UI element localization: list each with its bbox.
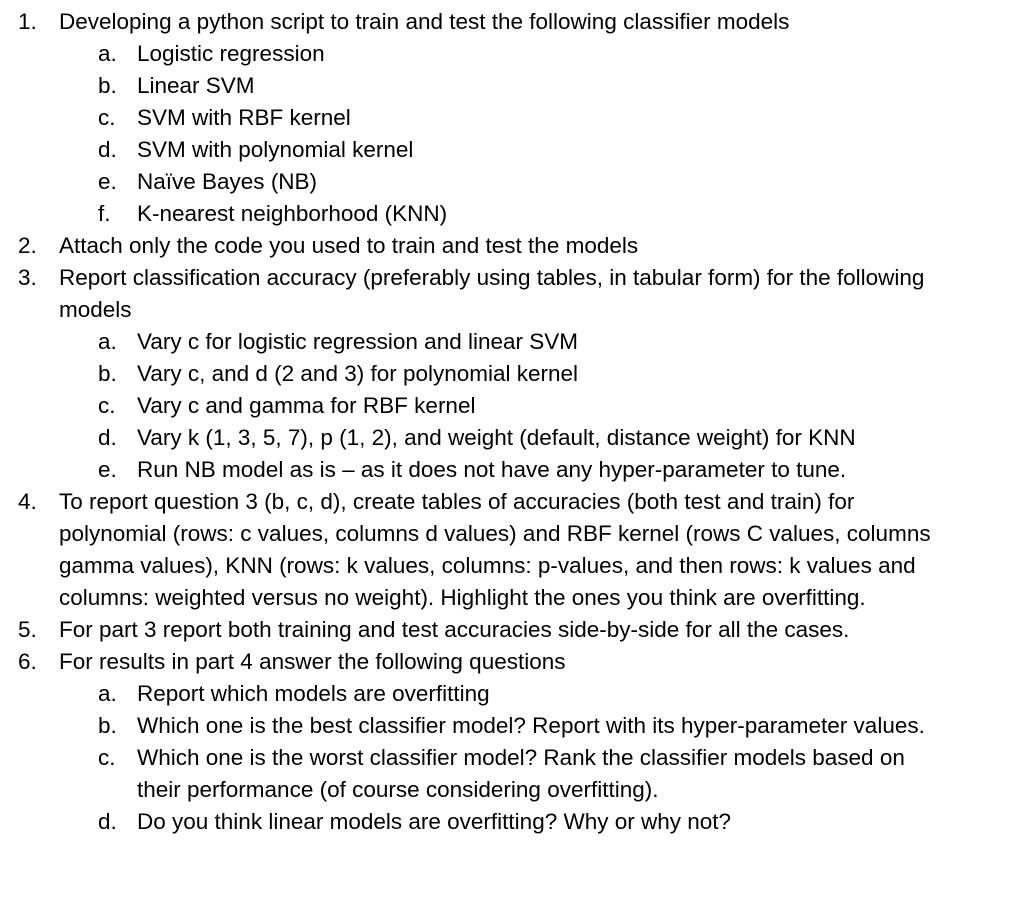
list-item-6 (0, 646, 1024, 678)
item-number: 1. (18, 9, 37, 34)
list-item-5 (0, 614, 1024, 646)
sub-item-marker: d. (98, 809, 117, 834)
list-item-4-continuation (0, 582, 1024, 614)
sub-item-text: SVM with polynomial kernel (137, 137, 414, 162)
sub-item-marker: b. (98, 713, 117, 738)
sub-item-6a (0, 678, 1024, 710)
list-item-4-continuation (0, 550, 1024, 582)
list-item-1 (0, 6, 1024, 38)
item-number: 5. (18, 617, 37, 642)
sub-item-6c-continuation (0, 774, 1024, 806)
sub-item-text: Vary c and gamma for RBF kernel (137, 393, 476, 418)
sub-item-3a (0, 326, 1024, 358)
item-text: For results in part 4 answer the following questions (59, 649, 566, 674)
sub-item-text: K-nearest neighborhood (KNN) (137, 201, 448, 226)
sub-item-3b (0, 358, 1024, 390)
item-text: models (59, 297, 132, 322)
list-item-4-continuation (0, 518, 1024, 550)
sub-item-3c (0, 390, 1024, 422)
sub-item-text: SVM with RBF kernel (137, 105, 351, 130)
sub-item-text: Run NB model as is – as it does not have any hyper-parameter to tune. (137, 457, 847, 482)
sub-item-marker: a. (98, 681, 117, 706)
sub-item-1d (0, 134, 1024, 166)
sub-item-marker: c. (98, 393, 116, 418)
sub-item-text: Vary c, and d (2 and 3) for polynomial kernel (137, 361, 579, 386)
sub-item-marker: a. (98, 41, 117, 66)
sub-item-text: Logistic regression (137, 41, 325, 66)
item-number: 2. (18, 233, 37, 258)
assignment-document (0, 6, 1024, 838)
item-text: Developing a python script to train and test the following classifier models (59, 9, 790, 34)
sub-item-marker: b. (98, 361, 117, 386)
list-item-4 (0, 486, 1024, 518)
sub-item-text: their performance (of course considering overfitting). (137, 777, 659, 802)
sub-item-text: Report which models are overfitting (137, 681, 490, 706)
sub-item-6b (0, 710, 1024, 742)
sub-item-text: Vary c for logistic regression and linear SVM (137, 329, 579, 354)
item-text: gamma values), KNN (rows: k values, columns: p-values, and then rows: k values and (59, 553, 916, 578)
sub-item-marker: d. (98, 425, 117, 450)
sub-item-6d (0, 806, 1024, 838)
item-number: 4. (18, 489, 37, 514)
list-item-3 (0, 262, 1024, 294)
item-text: polynomial (rows: c values, columns d values) and RBF kernel (rows C values, columns (59, 521, 931, 546)
list-item-2 (0, 230, 1024, 262)
sub-item-text: Do you think linear models are overfitting? Why or why not? (137, 809, 732, 834)
sub-item-marker: c. (98, 105, 116, 130)
sub-item-1e (0, 166, 1024, 198)
sub-item-marker: f. (98, 201, 111, 226)
item-text: To report question 3 (b, c, d), create tables of accuracies (both test and train) for (59, 489, 855, 514)
sub-item-6c (0, 742, 1024, 774)
sub-item-text: Which one is the worst classifier model? Rank the classifier models based on (137, 745, 905, 770)
sub-item-3e (0, 454, 1024, 486)
sub-item-3d (0, 422, 1024, 454)
sub-item-marker: a. (98, 329, 117, 354)
sub-item-marker: e. (98, 169, 117, 194)
item-text: columns: weighted versus no weight). Highlight the ones you think are overfitting. (59, 585, 866, 610)
sub-item-1f (0, 198, 1024, 230)
sub-item-text: Vary k (1, 3, 5, 7), p (1, 2), and weight (default, distance weight) for KNN (137, 425, 856, 450)
list-item-3-continuation (0, 294, 1024, 326)
sub-item-1b (0, 70, 1024, 102)
sub-item-text: Linear SVM (137, 73, 255, 98)
sub-item-1a (0, 38, 1024, 70)
sub-item-marker: c. (98, 745, 116, 770)
sub-item-text: Naïve Bayes (NB) (137, 169, 318, 194)
item-text: Report classification accuracy (preferably using tables, in tabular form) for the following (59, 265, 925, 290)
item-text: Attach only the code you used to train and test the models (59, 233, 639, 258)
item-number: 3. (18, 265, 37, 290)
sub-item-marker: b. (98, 73, 117, 98)
sub-item-marker: d. (98, 137, 117, 162)
sub-item-1c (0, 102, 1024, 134)
sub-item-marker: e. (98, 457, 117, 482)
item-number: 6. (18, 649, 37, 674)
sub-item-text: Which one is the best classifier model? Report with its hyper-parameter values. (137, 713, 925, 738)
item-text: For part 3 report both training and test accuracies side-by-side for all the cases. (59, 617, 850, 642)
